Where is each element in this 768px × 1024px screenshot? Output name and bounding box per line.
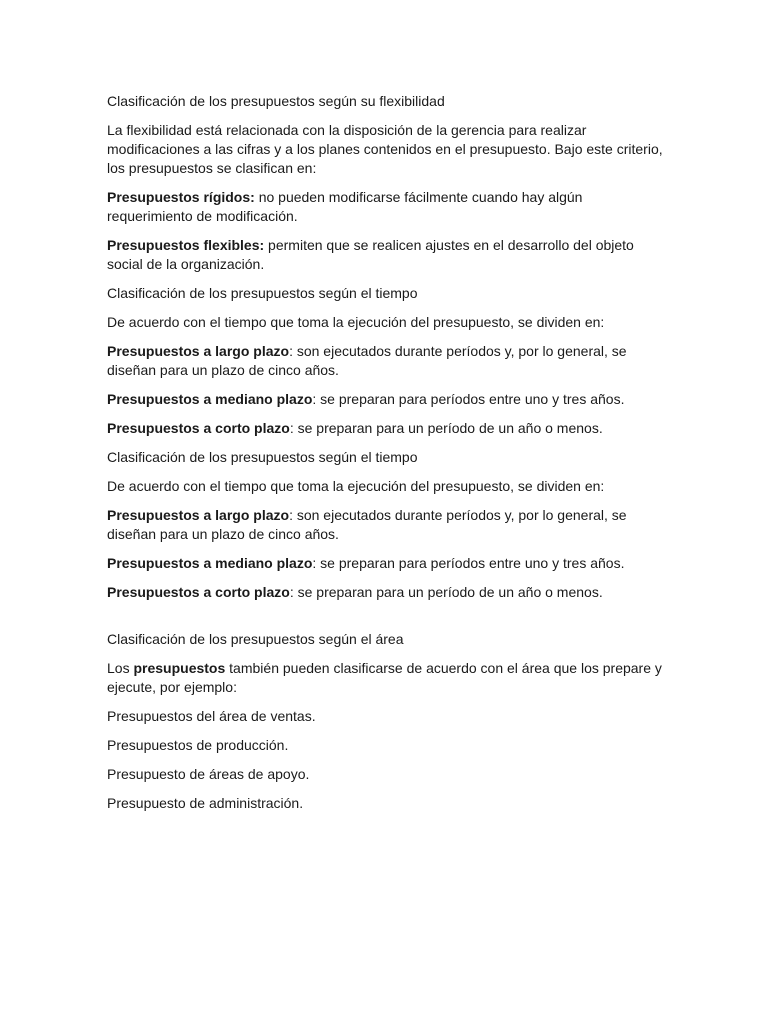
definition-text: : son ejecutados durante períodos y, por lo general, se diseñan para un plazo de cinco años.	[107, 343, 627, 378]
definition-term: Presupuestos rígidos:	[107, 189, 255, 205]
paragraph-area-intro	[107, 659, 667, 697]
intro-text-after: también pueden clasificarse de acuerdo con el área que los prepare y ejecute, por ejemplo:	[107, 660, 662, 695]
definition-term: Presupuestos a corto plazo	[107, 584, 290, 600]
intro-term: presupuestos	[133, 660, 226, 676]
definition-largo-plazo-repeat	[107, 506, 667, 544]
definition-mediano-plazo-repeat	[107, 554, 667, 573]
list-item-administracion: Presupuesto de administración.	[107, 795, 304, 811]
paragraph-tiempo-intro: De acuerdo con el tiempo que toma la ejecución del presupuesto, se dividen en:	[107, 314, 605, 330]
definition-text: : se preparan para períodos entre uno y tres años.	[312, 555, 625, 571]
definition-term: Presupuestos a mediano plazo	[107, 555, 313, 571]
intro-text-before: Los	[107, 660, 134, 676]
definition-text: no pueden modificarse fácilmente cuando hay algún requerimiento de modificación.	[107, 189, 583, 224]
definition-text: : se preparan para períodos entre uno y tres años.	[312, 391, 625, 407]
section-heading-area: Clasificación de los presupuestos según el área	[107, 631, 404, 647]
list-item-areas-apoyo: Presupuesto de áreas de apoyo.	[107, 766, 310, 782]
section-heading-tiempo: Clasificación de los presupuestos según el tiempo	[107, 285, 418, 301]
definition-mediano-plazo	[107, 390, 667, 409]
list-item-produccion: Presupuestos de producción.	[107, 737, 289, 753]
definition-presupuestos-rigidos	[107, 188, 667, 226]
document-page	[107, 92, 667, 823]
definition-term: Presupuestos flexibles:	[107, 237, 265, 253]
definition-term: Presupuestos a largo plazo	[107, 507, 290, 523]
section-heading-tiempo-repeat: Clasificación de los presupuestos según el tiempo	[107, 449, 418, 465]
section-heading-flexibilidad: Clasificación de los presupuestos según su flexibilidad	[107, 93, 445, 109]
paragraph-tiempo-intro-repeat: De acuerdo con el tiempo que toma la ejecución del presupuesto, se dividen en:	[107, 478, 605, 494]
definition-text: : son ejecutados durante períodos y, por lo general, se diseñan para un plazo de cinco años.	[107, 507, 627, 542]
definition-term: Presupuestos a corto plazo	[107, 420, 290, 436]
definition-text: : se preparan para un período de un año o menos.	[289, 420, 603, 436]
list-item-ventas: Presupuestos del área de ventas.	[107, 708, 316, 724]
paragraph-flexibilidad-intro: La flexibilidad está relacionada con la disposición de la gerencia para realizar modificaciones a las cifras y a los planes contenidos en el presupuesto. Bajo este criterio, los presupuestos se clasifican en:	[107, 122, 663, 176]
definition-largo-plazo	[107, 342, 667, 380]
definition-corto-plazo	[107, 419, 667, 438]
definition-term: Presupuestos a largo plazo	[107, 343, 290, 359]
definition-term: Presupuestos a mediano plazo	[107, 391, 313, 407]
definition-text: permiten que se realicen ajustes en el desarrollo del objeto social de la organización.	[107, 237, 634, 272]
definition-text: : se preparan para un período de un año o menos.	[289, 584, 603, 600]
definition-presupuestos-flexibles	[107, 236, 667, 274]
definition-corto-plazo-repeat	[107, 583, 667, 602]
